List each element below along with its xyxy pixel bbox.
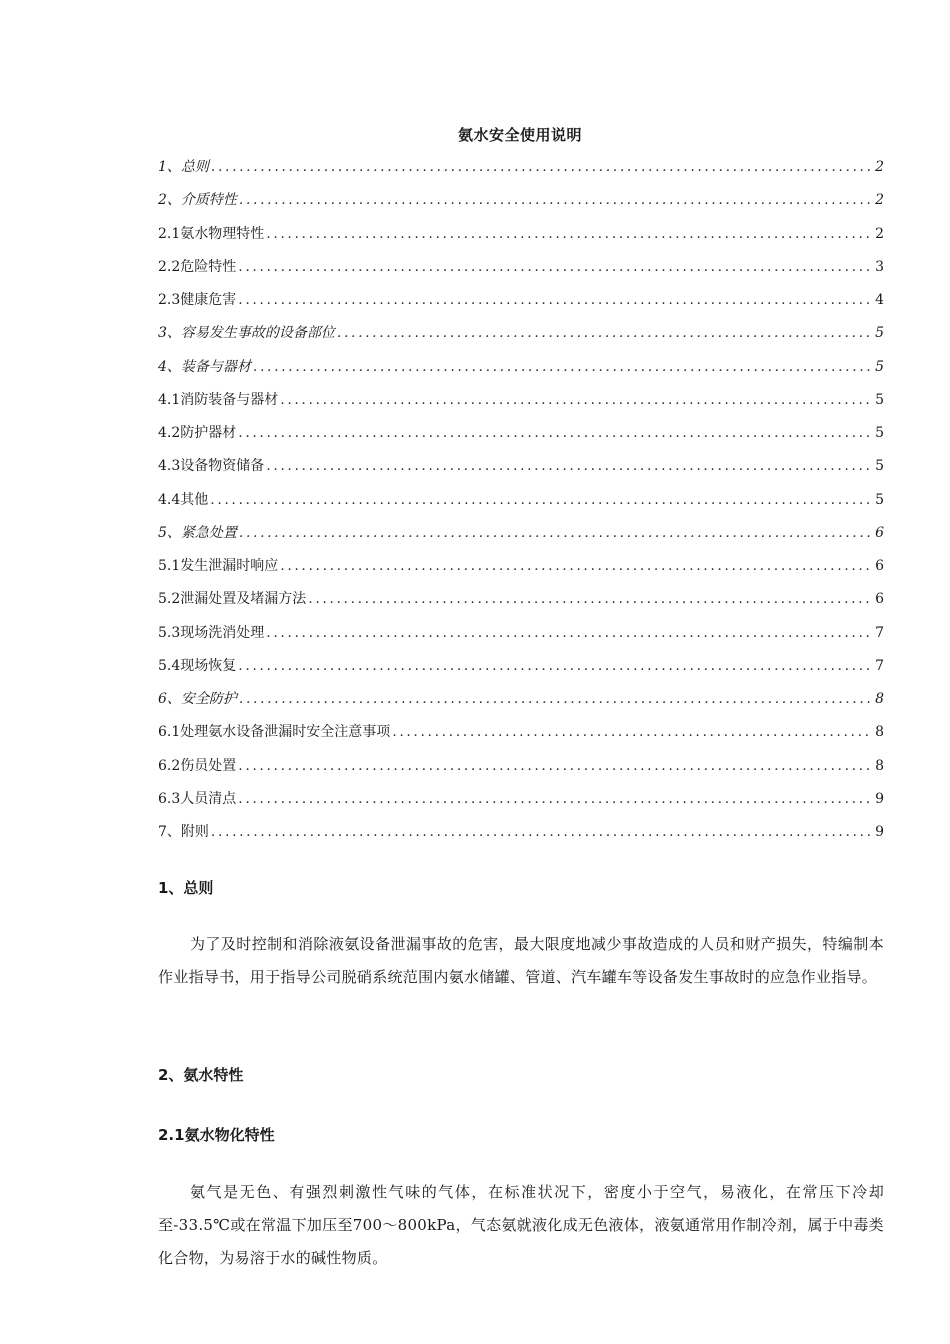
- toc-entry-page-number: 5: [875, 325, 884, 342]
- toc-dot-leader: [392, 721, 872, 743]
- toc-dot-leader: [211, 821, 872, 843]
- toc-entry-label: 5、紧急处置: [158, 524, 237, 541]
- toc-dot-leader: [239, 189, 872, 211]
- toc-entry[interactable]: [158, 422, 884, 455]
- toc-entry-label: 5.1发生泄漏时响应: [158, 558, 279, 574]
- toc-entry[interactable]: [158, 688, 884, 721]
- toc-dot-leader: [210, 489, 872, 511]
- toc-entry-page-number: 3: [875, 258, 884, 275]
- toc-entry-page-number: 5: [875, 358, 884, 375]
- toc-entry-label: 5.2泄漏处置及堵漏方法: [158, 591, 307, 608]
- toc-dot-leader: [280, 555, 872, 577]
- toc-entry[interactable]: [158, 755, 884, 788]
- toc-entry[interactable]: [158, 655, 884, 688]
- toc-entry-page-number: 2: [875, 225, 884, 242]
- toc-entry[interactable]: [158, 555, 884, 588]
- toc-entry[interactable]: [158, 489, 884, 522]
- toc-dot-leader: [253, 356, 872, 378]
- toc-entry-page-number: 6: [875, 591, 884, 608]
- toc-entry-label: 2.3健康危害: [158, 292, 237, 308]
- toc-entry[interactable]: [158, 189, 884, 222]
- toc-dot-leader: [239, 688, 872, 710]
- toc-dot-leader: [280, 389, 872, 411]
- subsection-heading-physicochemical: 2.1氨水物化特性: [158, 1126, 275, 1144]
- toc-entry-label: 6.2伤员处置: [158, 757, 237, 774]
- toc-dot-leader: [266, 455, 872, 477]
- toc-entry-label: 2、介质特性: [158, 192, 237, 209]
- toc-entry[interactable]: [158, 588, 884, 621]
- section-heading-ammonia-properties: 2、氨水特性: [158, 1066, 244, 1084]
- toc-dot-leader: [239, 522, 872, 544]
- toc-entry-page-number: 8: [875, 691, 884, 707]
- toc-dot-leader: [238, 755, 872, 777]
- toc-entry-label: 7、附则: [158, 824, 209, 840]
- toc-entry-label: 6.3人员清点: [158, 790, 237, 807]
- section-heading-general: 1、总则: [158, 879, 214, 897]
- toc-entry[interactable]: [158, 455, 884, 488]
- toc-dot-leader: [238, 788, 872, 810]
- toc-entry-label: 6、安全防护: [158, 691, 237, 707]
- toc-entry-label: 4.1消防装备与器材: [158, 391, 279, 408]
- toc-entry-page-number: 8: [875, 724, 884, 741]
- toc-entry-label: 4.4其他: [158, 491, 209, 508]
- toc-entry-page-number: 7: [875, 624, 884, 641]
- toc-entry-page-number: 2: [875, 192, 884, 209]
- toc-entry-label: 5.4现场恢复: [158, 657, 237, 674]
- toc-entry-label: 5.3现场洗消处理: [158, 624, 265, 641]
- toc-entry[interactable]: [158, 821, 884, 854]
- toc-dot-leader: [238, 256, 872, 278]
- toc-entry[interactable]: [158, 156, 884, 189]
- table-of-contents: [158, 156, 884, 854]
- toc-entry-label: 2.2危险特性: [158, 258, 237, 275]
- toc-entry-label: 4、装备与器材: [158, 358, 251, 375]
- toc-entry[interactable]: [158, 721, 884, 754]
- toc-entry[interactable]: [158, 356, 884, 389]
- toc-dot-leader: [238, 422, 872, 444]
- toc-entry[interactable]: [158, 223, 884, 256]
- document-title: 氨水安全使用说明: [457, 126, 582, 144]
- toc-entry[interactable]: [158, 788, 884, 821]
- toc-entry-label: 3、容易发生事故的设备部位: [158, 325, 335, 342]
- toc-entry[interactable]: [158, 622, 884, 655]
- toc-dot-leader: [238, 655, 872, 677]
- toc-entry-page-number: 8: [875, 757, 884, 774]
- toc-entry-page-number: 9: [875, 790, 884, 807]
- toc-entry-label: 6.1处理氨水设备泄漏时安全注意事项: [158, 724, 391, 741]
- toc-entry[interactable]: [158, 289, 884, 322]
- toc-entry-page-number: 5: [875, 458, 884, 475]
- toc-entry[interactable]: [158, 522, 884, 555]
- toc-dot-leader: [337, 322, 872, 344]
- toc-entry-label: 1、总则: [158, 159, 209, 175]
- toc-entry[interactable]: [158, 256, 884, 289]
- toc-entry-page-number: 6: [875, 524, 884, 541]
- toc-dot-leader: [266, 223, 872, 245]
- toc-dot-leader: [211, 156, 872, 178]
- toc-entry-page-number: 4: [875, 292, 884, 308]
- toc-entry-page-number: 5: [875, 391, 884, 408]
- toc-entry-label: 4.2防护器材: [158, 425, 237, 441]
- toc-dot-leader: [308, 588, 872, 610]
- section-body-general: 为了及时控制和消除液氨设备泄漏事故的危害，最大限度地减少事故造成的人员和财产损失，特编制本作业指导书，用于指导公司脱硝系统范围内氨水储罐、管道、汽车罐车等设备发生事故时的应急作业指导。: [158, 935, 884, 986]
- toc-entry[interactable]: [158, 389, 884, 422]
- toc-entry-page-number: 5: [875, 425, 884, 441]
- toc-entry-label: 2.1氨水物理特性: [158, 225, 265, 242]
- toc-entry-page-number: 7: [875, 657, 884, 674]
- toc-dot-leader: [266, 622, 872, 644]
- toc-entry-page-number: 9: [875, 824, 884, 840]
- toc-entry-page-number: 5: [875, 491, 884, 508]
- subsection-body-physicochemical: 氨气是无色、有强烈刺激性气味的气体，在标准状况下，密度小于空气，易液化，在常压下冷却至-33.5℃或在常温下加压至700～800kPa，气态氨就液化成无色液体，液氨通常用作制冷剂，属于中毒类化合物，为易溶于水的碱性物质。: [158, 1183, 884, 1267]
- toc-entry-page-number: 6: [875, 558, 884, 574]
- toc-entry[interactable]: [158, 322, 884, 355]
- toc-dot-leader: [238, 289, 872, 311]
- toc-entry-label: 4.3设备物资储备: [158, 458, 265, 475]
- toc-entry-page-number: 2: [875, 159, 884, 175]
